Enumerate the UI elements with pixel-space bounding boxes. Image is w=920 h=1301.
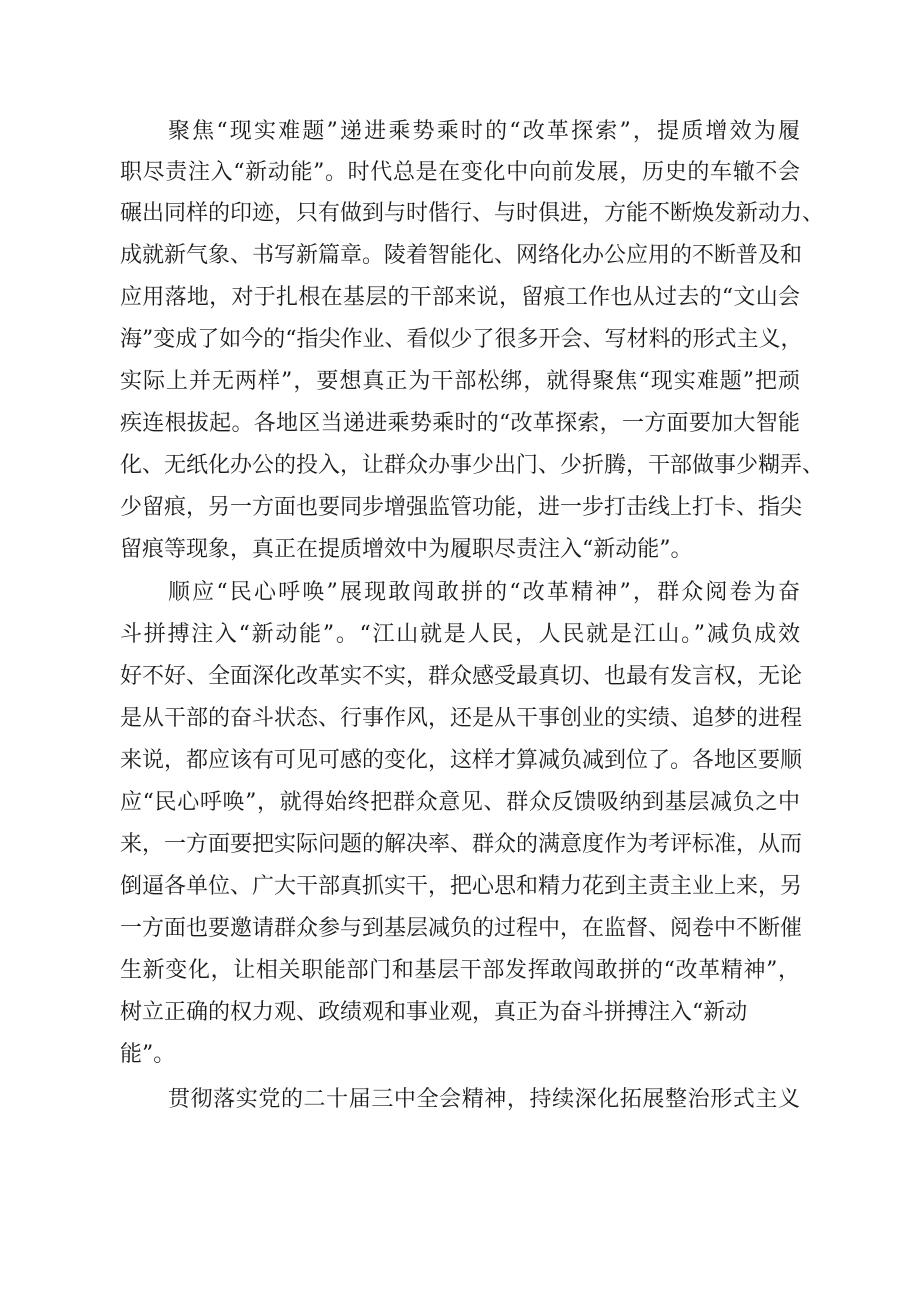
paragraph-1-line-10: 少留痕，另一方面也要同步增强监管功能，进一步打击线上打卡、指尖 xyxy=(120,495,803,520)
paragraph-2-line-7: 来，一方面要把实际问题的解决率、群众的满意度作为考评标准，从而 xyxy=(120,832,803,857)
paragraph-3-line-1: 贯彻落实党的二十届三中全会精神，持续深化拓展整治形式主义 xyxy=(168,1087,800,1112)
paragraph-1-line-1: 聚焦“现实难题”递进乘势乘时的“改革探索”，提质增效为履 xyxy=(168,119,800,144)
paragraph-1-line-8: 疾连根拔起。各地区当递进乘势乘时的“改革探索，一方面要加大智能 xyxy=(120,411,800,436)
paragraph-2-line-5: 来说，都应该有可见可感的变化，这样才算减负减到位了。各地区要顺 xyxy=(120,748,803,773)
paragraph-1-line-6: 海”变成了如今的“指尖作业、看似少了很多开会、写材料的形式主义， xyxy=(120,327,803,352)
paragraph-1-line-3: 碾出同样的印迹，只有做到与时偕行、与时俱进，方能不断焕发新动力、 xyxy=(120,201,825,226)
paragraph-1-line-9: 化、无纸化办公的投入，让群众办事少出门、少折腾，干部做事少糊弄、 xyxy=(120,453,825,478)
paragraph-2-line-8: 倒逼各单位、广大干部真抓实干，把心思和精力花到主责主业上来，另 xyxy=(120,874,803,899)
paragraph-2-line-3: 好不好、全面深化改革实不实，群众感受最真切、也最有发言权，无论 xyxy=(120,664,803,689)
paragraph-2-line-1: 顺应“民心呼唤”展现敢闯敢拼的“改革精神”，群众阅卷为奋 xyxy=(168,580,800,605)
paragraph-2-line-4: 是从干部的奋斗状态、行事作风，还是从干事创业的实绩、追梦的进程 xyxy=(120,706,803,731)
paragraph-1-line-4: 成就新气象、书写新篇章。陵着智能化、网络化办公应用的不断普及和 xyxy=(120,243,803,268)
paragraph-2-line-12: 能”。 xyxy=(120,1042,176,1067)
paragraph-2-line-11: 树立正确的权力观、政绩观和事业观，真正为奋斗拼搏注入“新动 xyxy=(120,1000,748,1025)
paragraph-2-line-10: 生新变化，让相关职能部门和基层干部发挥敢闯敢拼的“改革精神”， xyxy=(120,958,800,983)
paragraph-1-line-7: 实际上并无两样”，要想真正为干部松绑，就得聚焦“现实难题”把顽 xyxy=(120,369,800,394)
paragraph-2-line-6: 应“民心呼唤”，就得始终把群众意见、群众反馈吸纳到基层减负之中 xyxy=(120,790,800,815)
paragraph-1-line-2: 职尽责注入“新动能”。时代总是在变化中向前发展，历史的车辙不会 xyxy=(120,160,800,185)
paragraph-1-line-5: 应用落地，对于扎根在基层的干部来说，留痕工作也从过去的“文山会 xyxy=(120,285,800,310)
paragraph-1-line-11: 留痕等现象，真正在提质增效中为履职尽责注入“新动能”。 xyxy=(120,537,693,562)
paragraph-2-line-2: 斗拼搏注入“新动能”。“江山就是人民，人民就是江山。”减负成效 xyxy=(120,622,800,647)
paragraph-2-line-9: 一方面也要邀请群众参与到基层减负的过程中，在监督、阅卷中不断催 xyxy=(120,916,803,941)
